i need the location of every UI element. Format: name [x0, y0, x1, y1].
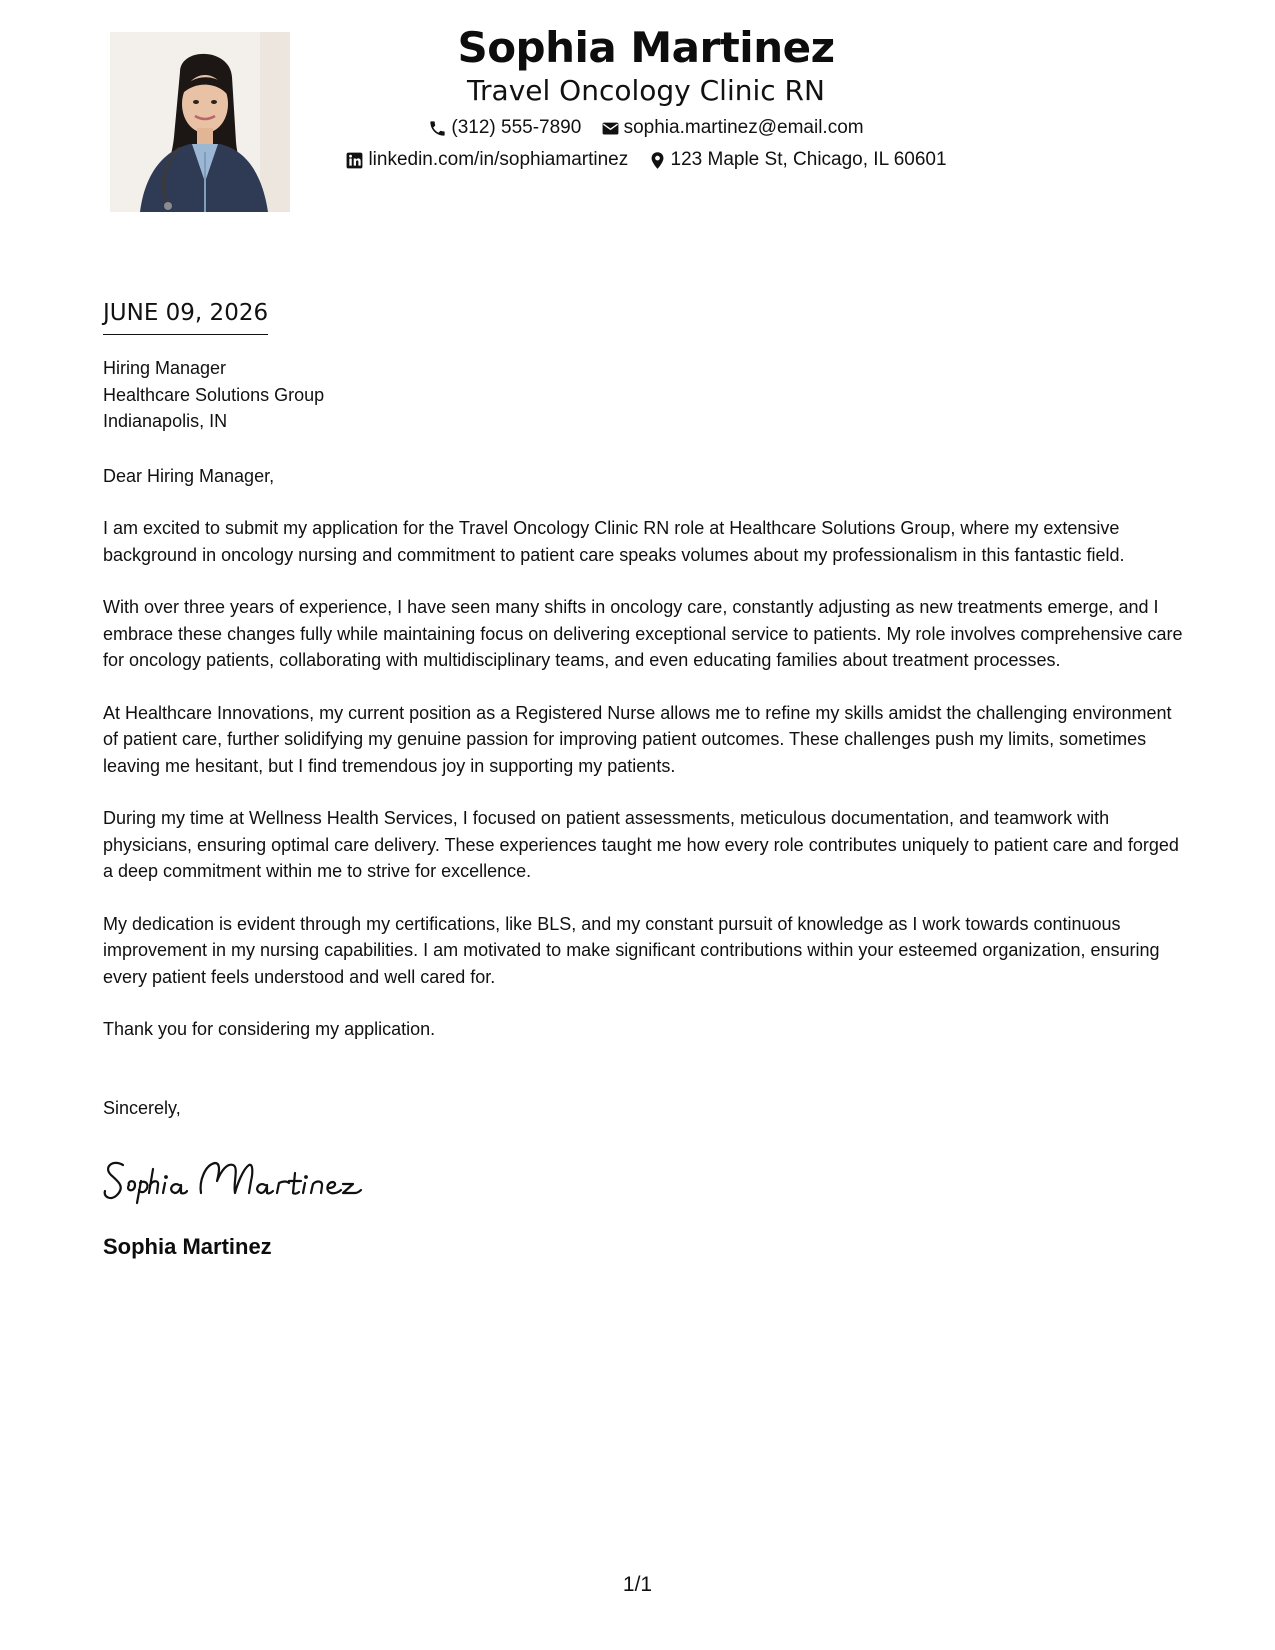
- body-paragraph: I am excited to submit my application for the Travel Oncology Clinic RN role at Healthcare Solutions Group, where my extensive background in oncology nursing and commitment to patient care speaks volumes about my professionalism in this fantastic field.: [103, 518, 1125, 565]
- recipient-line: Healthcare Solutions Group: [103, 384, 325, 405]
- linkedin-icon: [345, 151, 364, 170]
- contact-phone[interactable]: [428, 116, 581, 140]
- contact-row-secondary: [300, 148, 992, 172]
- email-text: sophia.martinez@email.com: [623, 117, 864, 138]
- applicant-name: Sophia Martinez: [457, 23, 835, 72]
- applicant-job-title: Travel Oncology Clinic RN: [467, 74, 825, 107]
- letter-body: [103, 298, 1183, 1261]
- linkedin-text: linkedin.com/in/sophiamartinez: [368, 149, 629, 171]
- letter-header: [300, 22, 992, 172]
- handwritten-signature: [101, 1151, 371, 1207]
- profile-photo: [110, 32, 290, 212]
- closing-line: Thank you for considering my application.: [103, 1019, 436, 1039]
- body-paragraph: With over three years of experience, I have seen many shifts in oncology care, constantly adjusting as new treatments emerge, and I embrace these changes fully while maintaining focus on delivering exceptional service to patients. My role involves comprehensive care for oncology patients, collaborating with multidisciplinary teams, and even educating families about treatment processes.: [103, 597, 1183, 670]
- page-number: 1/1: [622, 1573, 653, 1596]
- signer-name: Sophia Martinez: [103, 1233, 272, 1259]
- contact-address: [648, 148, 947, 172]
- body-paragraph: At Healthcare Innovations, my current position as a Registered Nurse allows me to refine my skills amidst the challenging environment of patient care, further solidifying my genuine passion for improving patient outcomes. These challenges push my limits, sometimes leaving me hesitant, but I find tremendous joy in supporting my patients.: [103, 702, 1172, 776]
- body-paragraph: During my time at Wellness Health Services, I focused on patient assessments, meticulous documentation, and teamwork with physicians, ensuring optimal care delivery. These experiences taught me how every role contributes uniquely to patient care and forged a deep commitment within me to strive for excellence.: [103, 808, 1179, 881]
- map-pin-icon: [648, 151, 667, 170]
- phone-icon: [428, 119, 447, 138]
- contact-linkedin[interactable]: [345, 148, 628, 172]
- date-block: [103, 298, 268, 335]
- envelope-icon: [601, 119, 620, 138]
- recipient-block: [103, 355, 1183, 435]
- recipient-line: Hiring Manager: [103, 358, 227, 378]
- recipient-line: Indianapolis, IN: [103, 411, 228, 431]
- phone-text: (312) 555-7890: [451, 117, 582, 138]
- contact-row-primary: [300, 116, 992, 140]
- salutation: Dear Hiring Manager,: [103, 465, 275, 486]
- address-text: 123 Maple St, Chicago, IL 60601: [670, 149, 947, 171]
- letter-date: JUNE 09, 2026: [103, 300, 269, 326]
- contact-email[interactable]: [601, 116, 864, 140]
- signoff: Sincerely,: [103, 1097, 181, 1118]
- body-paragraph: My dedication is evident through my certifications, like BLS, and my constant pursuit of knowledge as I work towards continuous improvement in my nursing capabilities. I am motivated to make significant contributions within your esteemed organization, ensuring every patient feels understood and well cared for.: [103, 913, 1160, 987]
